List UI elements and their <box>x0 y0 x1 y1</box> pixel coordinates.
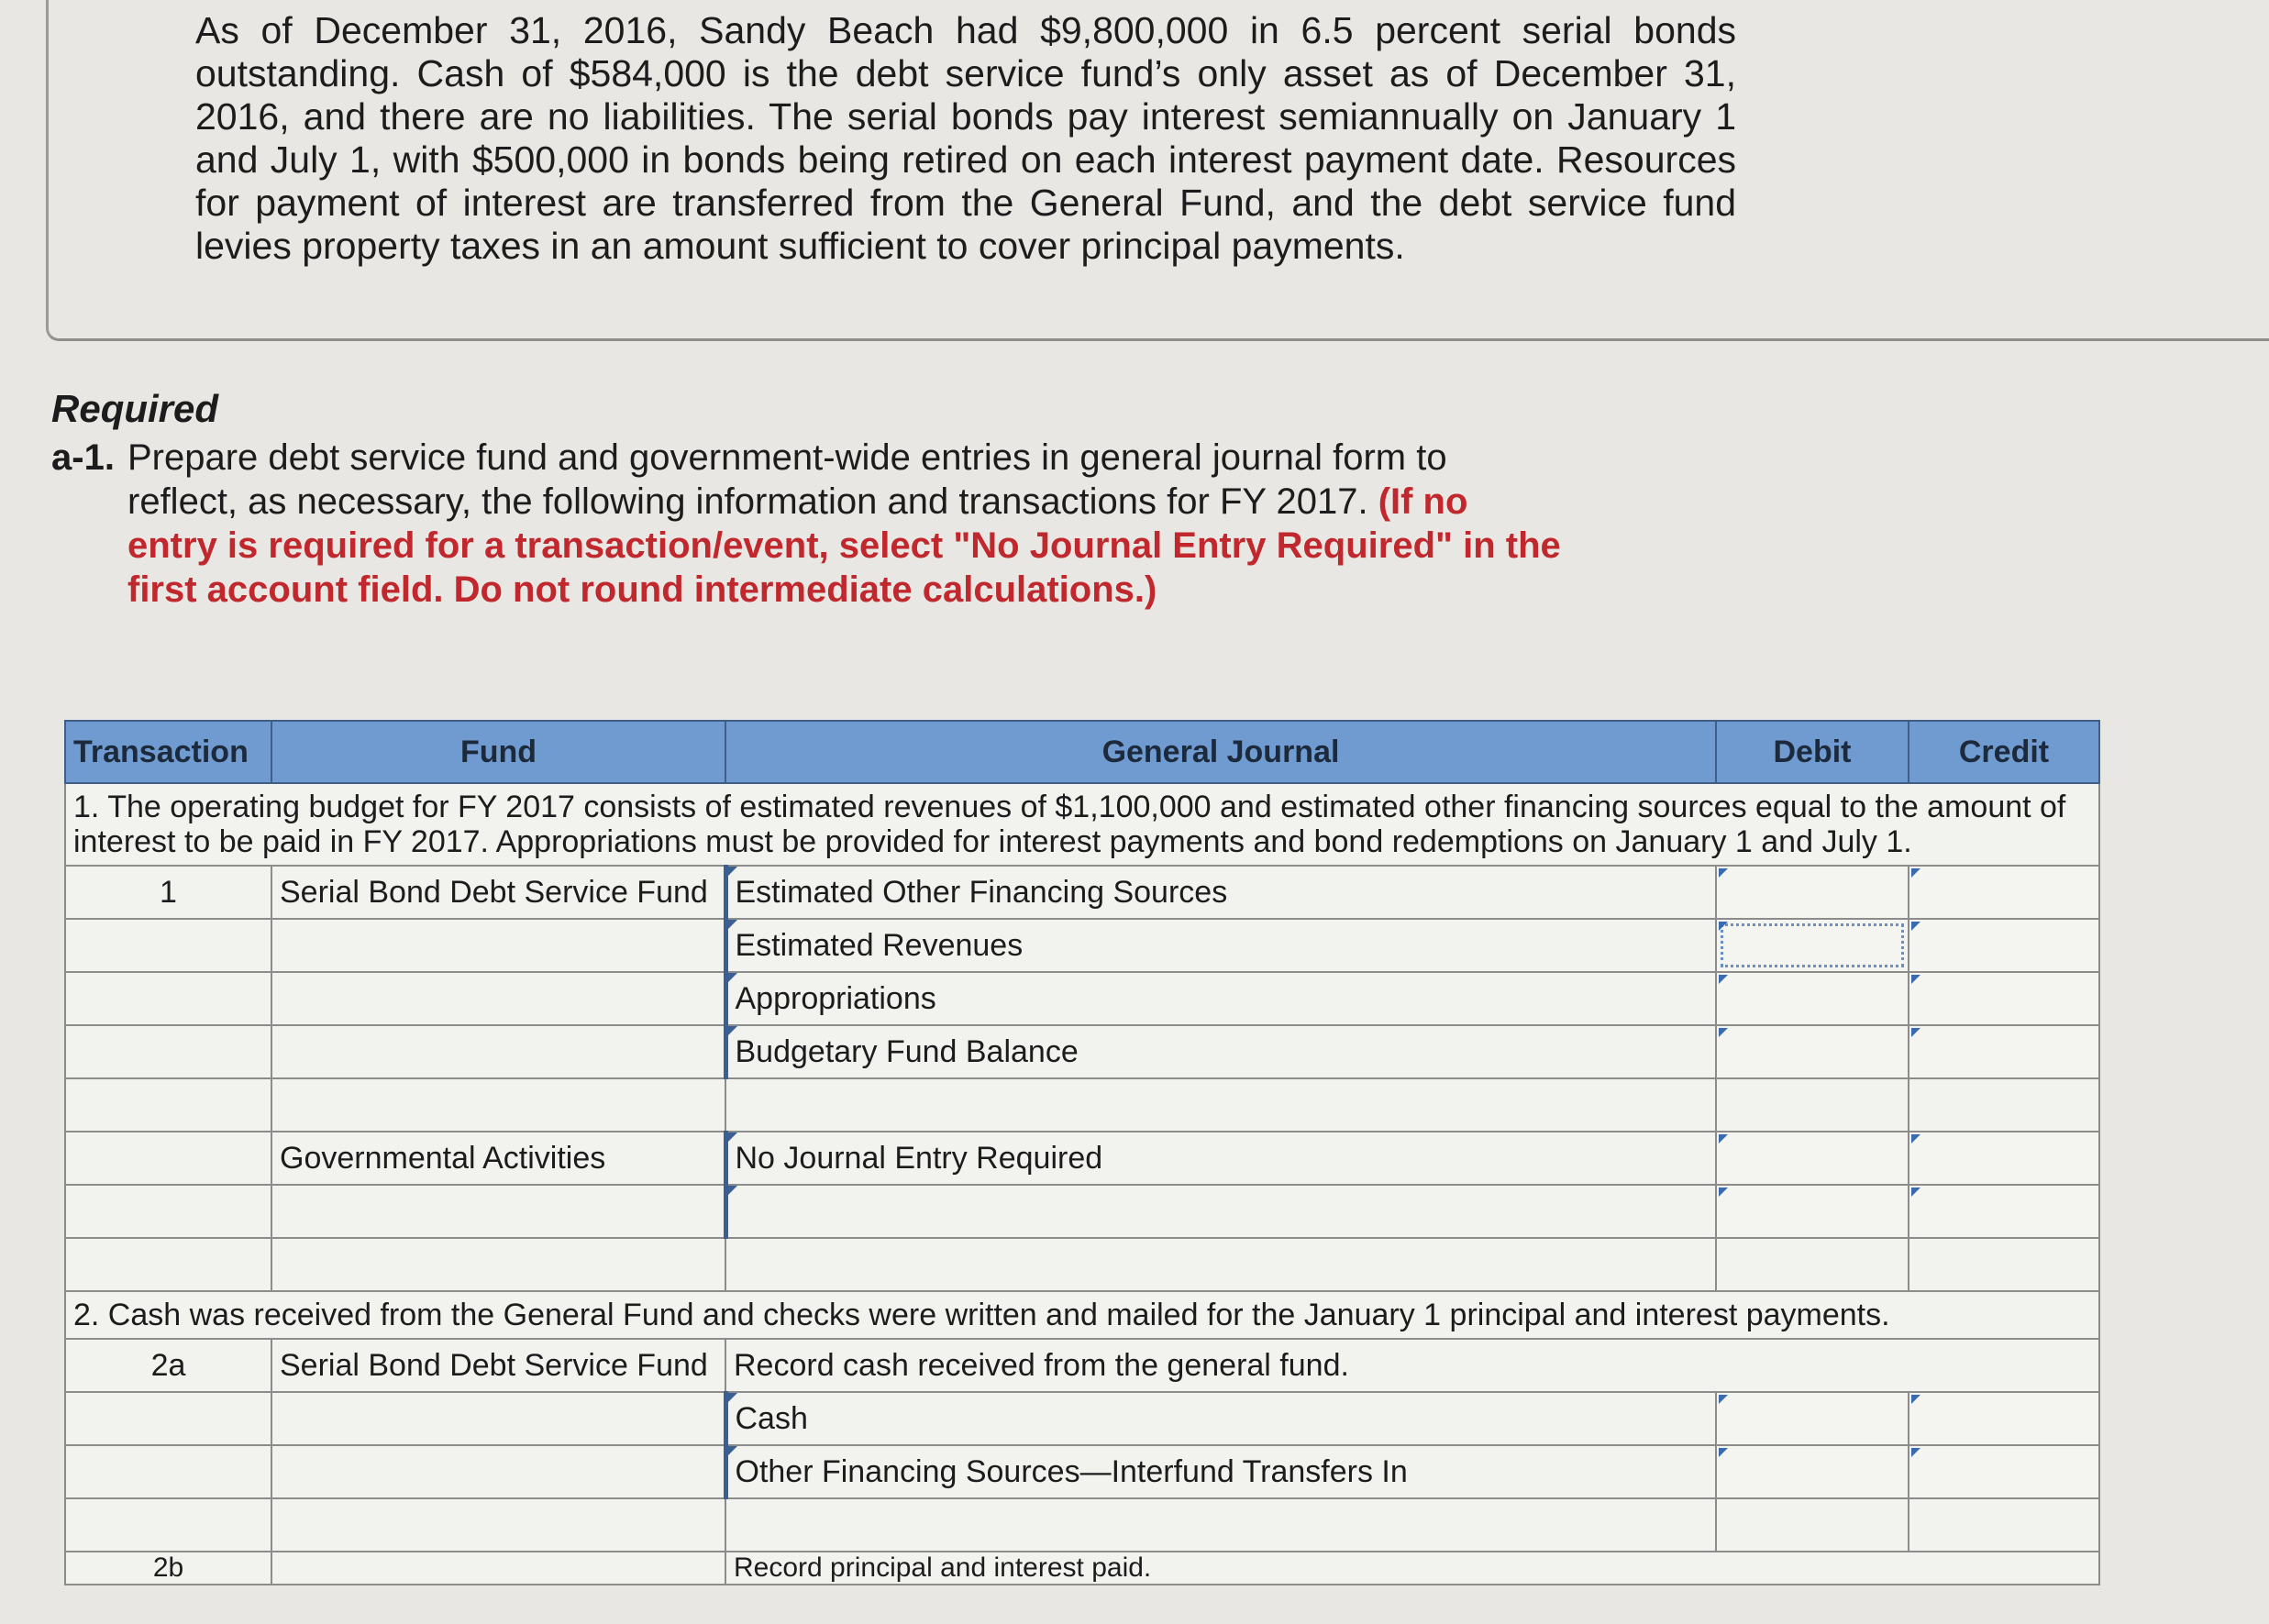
dropdown-marker-icon <box>728 1446 737 1455</box>
fund-cell <box>271 1025 725 1078</box>
field-marker-icon <box>1911 975 1920 984</box>
fund-cell <box>271 919 725 972</box>
table-row <box>65 1392 2099 1445</box>
credit-cell <box>1909 1078 2099 1132</box>
journal-cell <box>725 1078 1716 1132</box>
problem-statement-box <box>46 0 2269 341</box>
table-row <box>65 866 2099 919</box>
journal-entry-table <box>64 720 2100 1585</box>
account-label: Cash <box>735 1400 808 1436</box>
dropdown-marker-icon <box>728 1393 737 1402</box>
field-marker-icon <box>1911 1134 1920 1143</box>
fund-cell <box>271 1185 725 1238</box>
debit-input[interactable] <box>1716 1132 1909 1185</box>
fund-cell <box>271 972 725 1025</box>
problem-text: As of December 31, 2016, Sandy Beach had $9,800,000 in 6.5 percent serial bonds outstanding. Cash of $584,000 is the debt service fund’s only asset as of December 31, 2016, and there are no liabilities. The serial bonds pay interest semiannually on January 1 and July 1, with $500,000 in bonds being retired on each interest payment date. Resources for payment of interest are transferred from the General Fund, and the debt service fund levies property taxes in an amount sufficient to cover principal payments. <box>195 9 1736 267</box>
header-credit: Credit <box>1909 721 2099 783</box>
entry-memo: Record cash received from the general fund. <box>725 1339 2099 1392</box>
transaction-number <box>65 1392 271 1445</box>
instruction-text: Prepare debt service fund and government-wide entries in general journal form to reflect, as necessary, the following information and transactions for FY 2017. <box>127 437 1447 522</box>
table-row <box>65 1025 2099 1078</box>
dropdown-marker-icon <box>728 1026 737 1035</box>
field-marker-icon <box>1911 922 1920 931</box>
field-marker-icon <box>1719 868 1728 878</box>
credit-input[interactable] <box>1909 1132 2099 1185</box>
fund-cell: Governmental Activities <box>271 1132 725 1185</box>
credit-input[interactable] <box>1909 1025 2099 1078</box>
transaction-number <box>65 1498 271 1552</box>
account-label: No Journal Entry Required <box>735 1140 1103 1176</box>
instruction-tag: a-1. <box>51 437 115 478</box>
debit-input[interactable] <box>1716 1025 1909 1078</box>
header-fund: Fund <box>271 721 725 783</box>
field-marker-icon <box>1911 1188 1920 1197</box>
transaction-1-description: 1. The operating budget for FY 2017 consists of estimated revenues of $1,100,000 and estimated other financing sources equal to the amount of interest to be paid in FY 2017. Appropriations must be provided for interest payments and bond redemptions on January 1 and July 1. <box>65 783 2099 866</box>
transaction-number <box>65 919 271 972</box>
table-row <box>65 1445 2099 1498</box>
table-row <box>65 1498 2099 1552</box>
debit-cell <box>1716 1498 1909 1552</box>
account-label: Estimated Other Financing Sources <box>735 874 1228 910</box>
table-row <box>65 1339 2099 1392</box>
fund-cell <box>271 1445 725 1498</box>
credit-cell <box>1909 1238 2099 1291</box>
account-select[interactable] <box>725 1185 1716 1238</box>
account-select[interactable] <box>725 1445 1716 1498</box>
debit-input[interactable] <box>1716 972 1909 1025</box>
table-row <box>65 1078 2099 1132</box>
transaction-number <box>65 972 271 1025</box>
journal-cell <box>725 1238 1716 1291</box>
journal-cell <box>725 1498 1716 1552</box>
header-debit: Debit <box>1716 721 1909 783</box>
dropdown-marker-icon <box>728 920 737 929</box>
debit-input[interactable] <box>1716 1445 1909 1498</box>
transaction-number <box>65 1132 271 1185</box>
dropdown-marker-icon <box>728 867 737 876</box>
account-select[interactable] <box>725 1132 1716 1185</box>
account-label: Estimated Revenues <box>735 927 1024 963</box>
entry-memo: Record principal and interest paid. <box>725 1552 2099 1585</box>
table-header-row <box>65 721 2099 783</box>
transaction-1-description-row <box>65 783 2099 866</box>
transaction-number <box>65 1025 271 1078</box>
header-general-journal: General Journal <box>725 721 1716 783</box>
debit-input[interactable] <box>1716 1185 1909 1238</box>
dropdown-marker-icon <box>728 1132 737 1142</box>
account-select[interactable] <box>725 919 1716 972</box>
table-row <box>65 1552 2099 1585</box>
transaction-2-description: 2. Cash was received from the General Fund and checks were written and mailed for the January 1 principal and interest payments. <box>65 1291 2099 1339</box>
table-row <box>65 919 2099 972</box>
credit-cell <box>1909 1498 2099 1552</box>
field-marker-icon <box>1719 1448 1728 1457</box>
transaction-2-description-row <box>65 1291 2099 1339</box>
table-row <box>65 1238 2099 1291</box>
transaction-number <box>65 1445 271 1498</box>
account-select[interactable] <box>725 1025 1716 1078</box>
instruction-body <box>51 436 1565 612</box>
fund-cell <box>271 1392 725 1445</box>
field-marker-icon <box>1911 1448 1920 1457</box>
fund-cell <box>271 1498 725 1552</box>
dropdown-marker-icon <box>728 973 737 982</box>
required-heading: Required <box>51 387 219 430</box>
account-select[interactable] <box>725 1392 1716 1445</box>
field-marker-icon <box>1719 1395 1728 1404</box>
dropdown-marker-icon <box>728 1186 737 1195</box>
header-transaction: Transaction <box>65 721 271 783</box>
transaction-number: 1 <box>65 866 271 919</box>
credit-input[interactable] <box>1909 1445 2099 1498</box>
transaction-number <box>65 1185 271 1238</box>
fund-cell <box>271 1078 725 1132</box>
table-row <box>65 1132 2099 1185</box>
debit-input[interactable] <box>1716 919 1909 972</box>
credit-input[interactable] <box>1909 919 2099 972</box>
debit-input[interactable] <box>1716 1392 1909 1445</box>
credit-input[interactable] <box>1909 866 2099 919</box>
table-row <box>65 972 2099 1025</box>
debit-input[interactable] <box>1716 866 1909 919</box>
credit-input[interactable] <box>1909 1185 2099 1238</box>
field-marker-icon <box>1911 868 1920 878</box>
transaction-number: 2a <box>65 1339 271 1392</box>
fund-cell <box>271 1238 725 1291</box>
field-marker-icon <box>1719 922 1728 931</box>
credit-input[interactable] <box>1909 972 2099 1025</box>
table-row <box>65 1185 2099 1238</box>
account-label: Appropriations <box>735 980 936 1016</box>
instruction-note: (If no entry is required for a transaction/event, select "No Journal Entry Required" in the first account field. Do not round intermediate calculations.) <box>127 481 1561 610</box>
transaction-number <box>65 1238 271 1291</box>
account-select[interactable] <box>725 972 1716 1025</box>
field-marker-icon <box>1911 1395 1920 1404</box>
field-marker-icon <box>1719 1134 1728 1143</box>
field-marker-icon <box>1911 1028 1920 1037</box>
transaction-number <box>65 1078 271 1132</box>
account-label: Other Financing Sources—Interfund Transfers In <box>735 1453 1408 1489</box>
field-marker-icon <box>1719 975 1728 984</box>
instruction-a1 <box>51 436 1565 612</box>
debit-cell <box>1716 1078 1909 1132</box>
fund-cell: Serial Bond Debt Service Fund <box>271 1339 725 1392</box>
debit-cell <box>1716 1238 1909 1291</box>
fund-cell: Serial Bond Debt Service Fund <box>271 866 725 919</box>
field-marker-icon <box>1719 1188 1728 1197</box>
transaction-number: 2b <box>65 1552 271 1585</box>
credit-input[interactable] <box>1909 1392 2099 1445</box>
field-marker-icon <box>1719 1028 1728 1037</box>
fund-cell <box>271 1552 725 1585</box>
account-select[interactable] <box>725 866 1716 919</box>
account-label: Budgetary Fund Balance <box>735 1033 1079 1069</box>
